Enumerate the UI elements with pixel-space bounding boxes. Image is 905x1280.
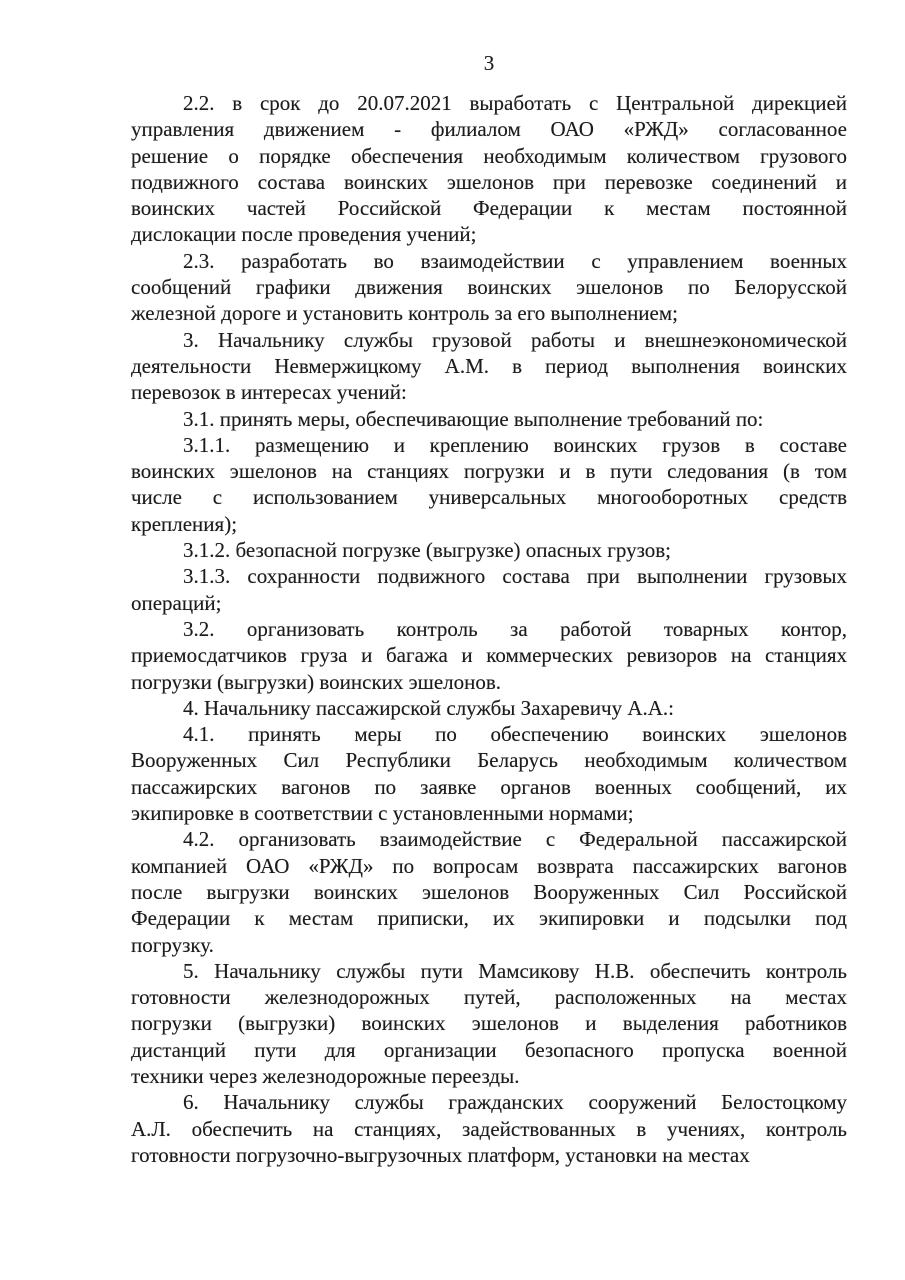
paragraph-4: [131, 695, 847, 721]
text-line: пассажирских вагонов по заявке органов военных сообщений, их: [131, 774, 847, 799]
paragraph-2.2: [131, 90, 847, 248]
text-line: 4.1. принять меры по обеспечению воинских эшелонов: [183, 722, 847, 747]
text-line: компанией ОАО «РЖД» по вопросам возврата пассажирских вагонов: [131, 853, 847, 878]
text-line: готовности погрузочно-выгрузочных платформ, установки на местах: [131, 1142, 750, 1167]
text-line: управления движением - филиалом ОАО «РЖД» согласованное: [131, 117, 847, 142]
document-body: [131, 90, 847, 1168]
text-line: перевозок в интересах учений:: [131, 380, 407, 405]
text-line: погрузки (выгрузки) воинских эшелонов.: [131, 669, 502, 694]
text-line: решение о порядке обеспечения необходимым количеством грузового: [131, 143, 847, 168]
paragraph-4.1: [131, 721, 847, 826]
paragraph-4.2: [131, 826, 847, 957]
text-line: операций;: [131, 590, 222, 615]
text-line: погрузки (выгрузки) воинских эшелонов и выделения работников: [131, 1011, 847, 1036]
text-line: 3.2. организовать контроль за работой товарных контор,: [183, 616, 847, 641]
text-line: 6. Начальнику службы гражданских сооружений Белостоцкому: [183, 1090, 847, 1115]
text-line: воинских частей Российской Федерации к местам постоянной: [131, 196, 847, 221]
text-line: Федерации к местам приписки, их экипировки и подсылки под: [131, 906, 847, 931]
text-line: 2.3. разработать во взаимодействии с управлением военных: [183, 248, 847, 273]
text-line: деятельности Невмержицкому А.М. в период выполнения воинских: [131, 353, 847, 378]
text-line: 3.1.3. сохранности подвижного состава при выполнении грузовых: [183, 564, 847, 589]
paragraph-3: [131, 327, 847, 406]
text-line: экипировке в соответствии с установленными нормами;: [131, 801, 634, 826]
paragraph-3.1.2: [131, 537, 847, 563]
paragraph-3.2: [131, 616, 847, 695]
text-line: 3.1. принять меры, обеспечивающие выполнение требований по:: [183, 406, 764, 431]
text-line: погрузку.: [131, 932, 214, 957]
paragraph-3.1: [131, 406, 847, 432]
text-line: 2.2. в срок до 20.07.2021 выработать с Центральной дирекцией: [183, 91, 847, 115]
text-line: А.Л. обеспечить на станциях, задействованных в учениях, контроль: [131, 1116, 847, 1141]
paragraph-3.1.1: [131, 432, 847, 537]
text-line: готовности железнодорожных путей, расположенных на местах: [131, 985, 847, 1010]
text-line: числе с использованием универсальных многооборотных средств: [131, 485, 847, 510]
paragraph-6: [131, 1089, 847, 1168]
text-line: техники через железнодорожные переезды.: [131, 1063, 520, 1088]
text-line: 3.1.2. безопасной погрузке (выгрузке) опасных грузов;: [183, 538, 672, 563]
text-line: дислокации после проведения учений;: [131, 222, 477, 247]
text-line: 3. Начальнику службы грузовой работы и внешнеэкономической: [183, 327, 847, 352]
text-line: Вооруженных Сил Республики Беларусь необходимым количеством: [131, 748, 847, 773]
text-line: железной дороге и установить контроль за его выполнением;: [131, 301, 678, 326]
text-line: подвижного состава воинских эшелонов при перевозке соединений и: [131, 169, 847, 194]
text-line: после выгрузки воинских эшелонов Вооруженных Сил Российской: [131, 879, 847, 904]
text-line: 4.2. организовать взаимодействие с Федеральной пассажирской: [183, 827, 847, 852]
paragraph-5: [131, 958, 847, 1089]
paragraph-2.3: [131, 248, 847, 327]
text-line: 3.1.1. размещению и креплению воинских грузов в составе: [183, 432, 847, 457]
text-line: крепления);: [131, 511, 238, 536]
page-number: 3: [483, 51, 495, 75]
text-line: 5. Начальнику службы пути Мамсикову Н.В. обеспечить контроль: [183, 958, 847, 983]
text-line: дистанций пути для организации безопасного пропуска военной: [131, 1037, 847, 1062]
text-line: воинских эшелонов на станциях погрузки и в пути следования (в том: [131, 459, 847, 484]
text-line: сообщений графики движения воинских эшелонов по Белорусской: [131, 275, 847, 300]
text-line: 4. Начальнику пассажирской службы Захаревичу А.А.:: [183, 695, 675, 720]
text-line: приемосдатчиков груза и багажа и коммерческих ревизоров на станциях: [131, 643, 847, 668]
paragraph-3.1.3: [131, 563, 847, 616]
